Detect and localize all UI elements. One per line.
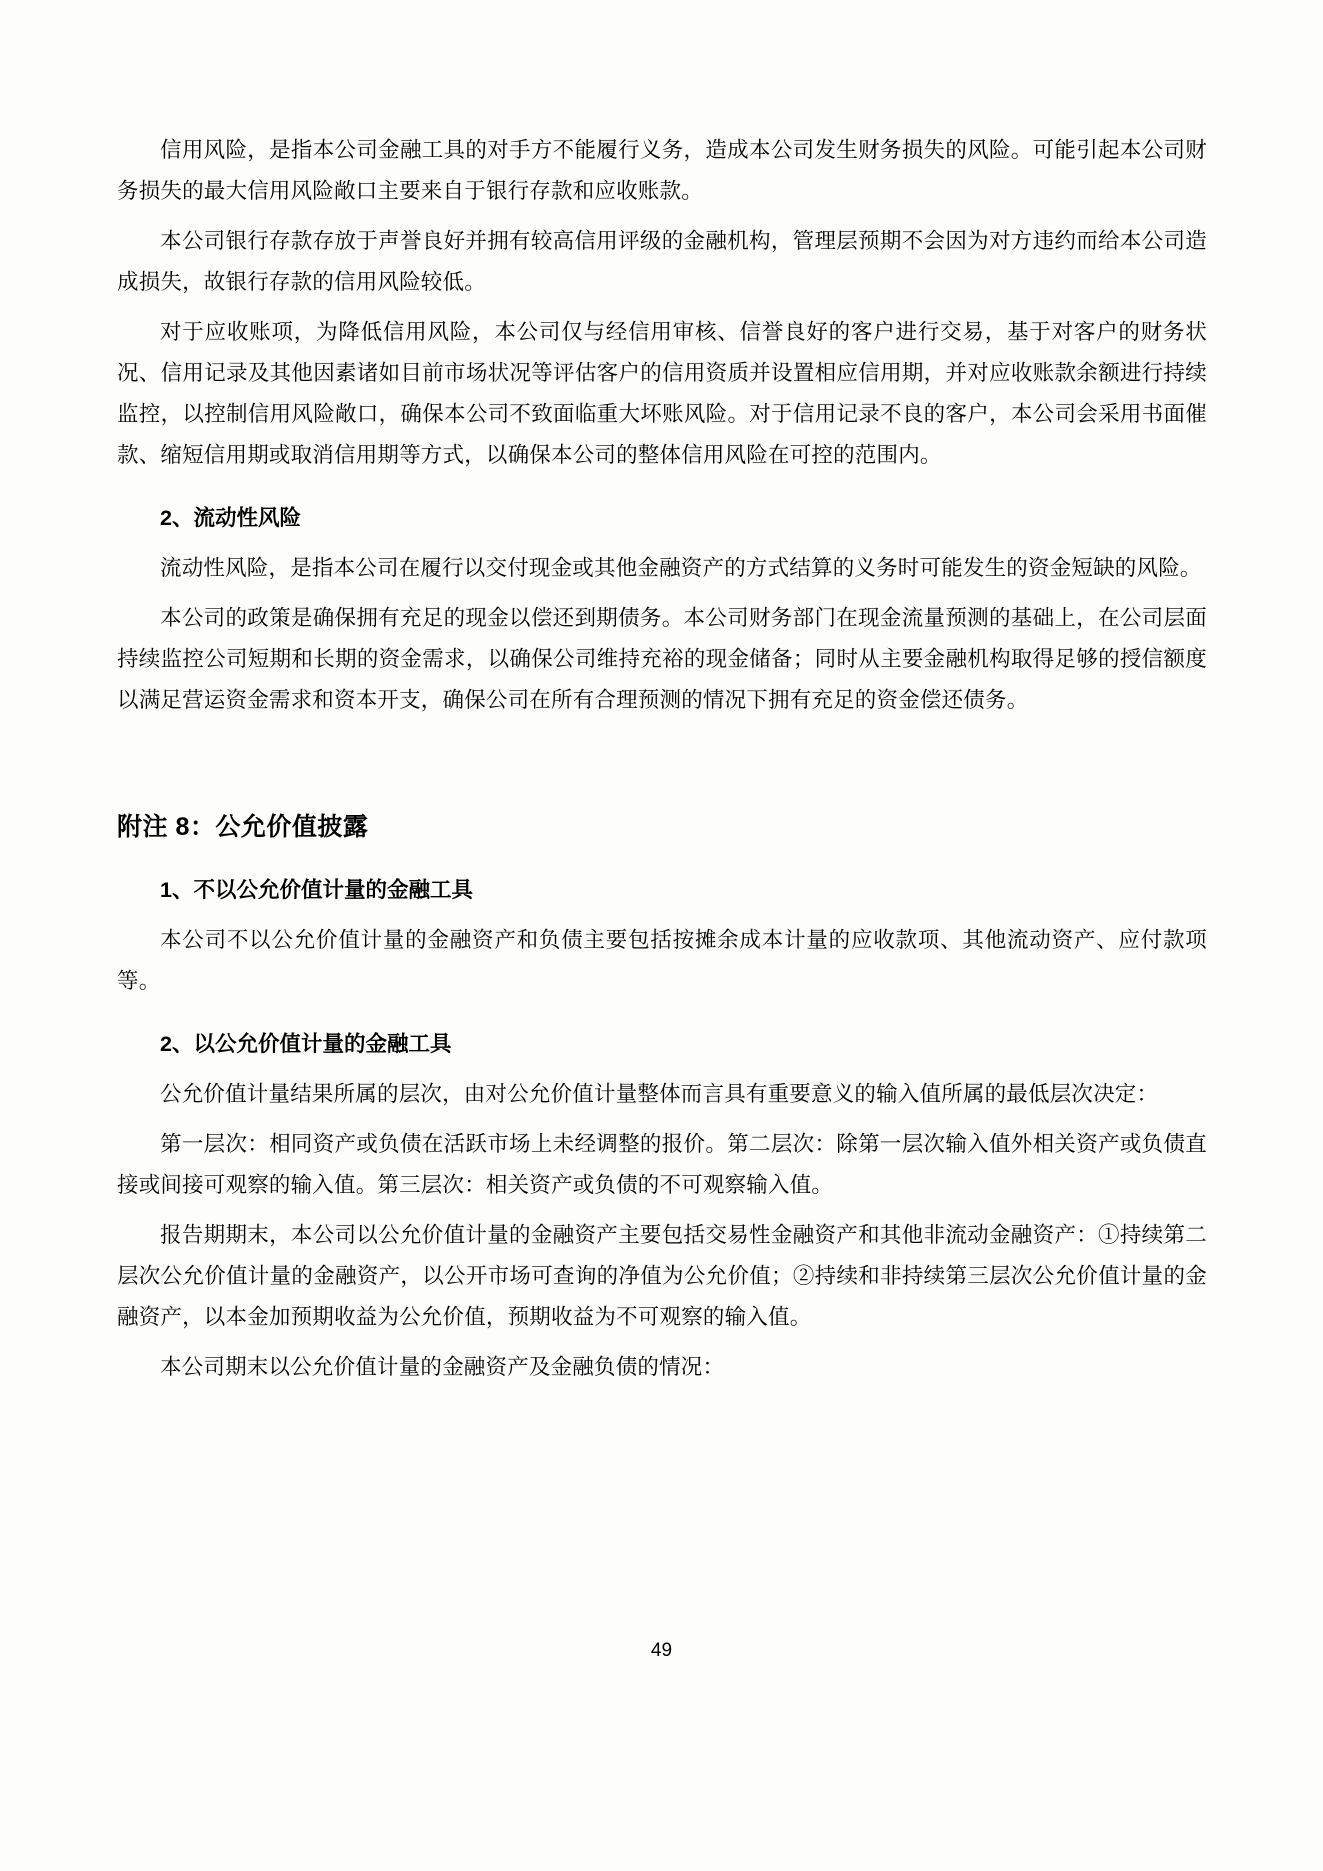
subheading-non-fair-value-instruments: 1、不以公允价值计量的金融工具: [160, 878, 473, 902]
paragraph-period-end-summary: 本公司期末以公允价值计量的金融资产及金融负债的情况：: [160, 1355, 725, 1379]
paragraph-credit-risk-intro: 信用风险，是指本公司金融工具的对手方不能履行义务，造成本公司发生财务损失的风险。可能引起本公司财务损失的最大信用风险敞口主要来自于银行存款和应收账款。: [117, 138, 1207, 203]
page-content: [117, 130, 1207, 1388]
paragraph-hierarchy-levels: 第一层次：相同资产或负债在活跃市场上未经调整的报价。第二层次：除第一层次输入值外相关资产或负债直接或间接可观察的输入值。第三层次：相关资产或负债的不可观察输入值。: [117, 1132, 1207, 1197]
page-number-footer: 49: [650, 1640, 673, 1661]
paragraph-period-end-assets: 报告期期末，本公司以公允价值计量的金融资产主要包括交易性金融资产和其他非流动金融资产：①持续第二层次公允价值计量的金融资产，以公开市场可查询的净值为公允价值；②持续和非持续第三层次公允价值计量的金融资产，以本金加预期收益为公允价值，预期收益为不可观察的输入值。: [117, 1223, 1207, 1329]
section-gap: [117, 721, 1207, 807]
paragraph-liquidity-policy: 本公司的政策是确保拥有充足的现金以偿还到期债务。本公司财务部门在现金流量预测的基础上，在公司层面持续监控公司短期和长期的资金需求，以确保公司维持充裕的现金储备；同时从主要金融机构取得足够的授信额度以满足营运资金需求和资本开支，确保公司在所有合理预测的情况下拥有充足的资金偿还债务。: [117, 606, 1207, 712]
paragraph-non-fair-value-detail: 本公司不以公允价值计量的金融资产和负债主要包括按摊余成本计量的应收款项、其他流动资产、应付款项等。: [117, 928, 1207, 993]
paragraph-liquidity-definition: 流动性风险，是指本公司在履行以交付现金或其他金融资产的方式结算的义务时可能发生的资金短缺的风险。: [160, 556, 1202, 580]
paragraph-bank-deposits: 本公司银行存款存放于声誉良好并拥有较高信用评级的金融机构，管理层预期不会因为对方违约而给本公司造成损失，故银行存款的信用风险较低。: [117, 229, 1207, 294]
subheading-fair-value-instruments: 2、以公允价值计量的金融工具: [160, 1032, 452, 1056]
paragraph-receivables: 对于应收账项，为降低信用风险，本公司仅与经信用审核、信誉良好的客户进行交易，基于对客户的财务状况、信用记录及其他因素诸如目前市场状况等评估客户的信用资质并设置相应信用期，并对应收账款余额进行持续监控，以控制信用风险敞口，确保本公司不致面临重大坏账风险。对于信用记录不良的客户，本公司会采用书面催款、缩短信用期或取消信用期等方式，以确保本公司的整体信用风险在可控的范围内。: [117, 320, 1207, 467]
paragraph-fair-value-hierarchy-intro: 公允价值计量结果所属的层次，由对公允价值计量整体而言具有重要意义的输入值所属的最低层次决定：: [160, 1082, 1159, 1106]
subheading-liquidity-risk: 2、流动性风险: [160, 506, 301, 530]
section-heading-fair-value-disclosure: 附注 8：公允价值披露: [117, 813, 369, 841]
